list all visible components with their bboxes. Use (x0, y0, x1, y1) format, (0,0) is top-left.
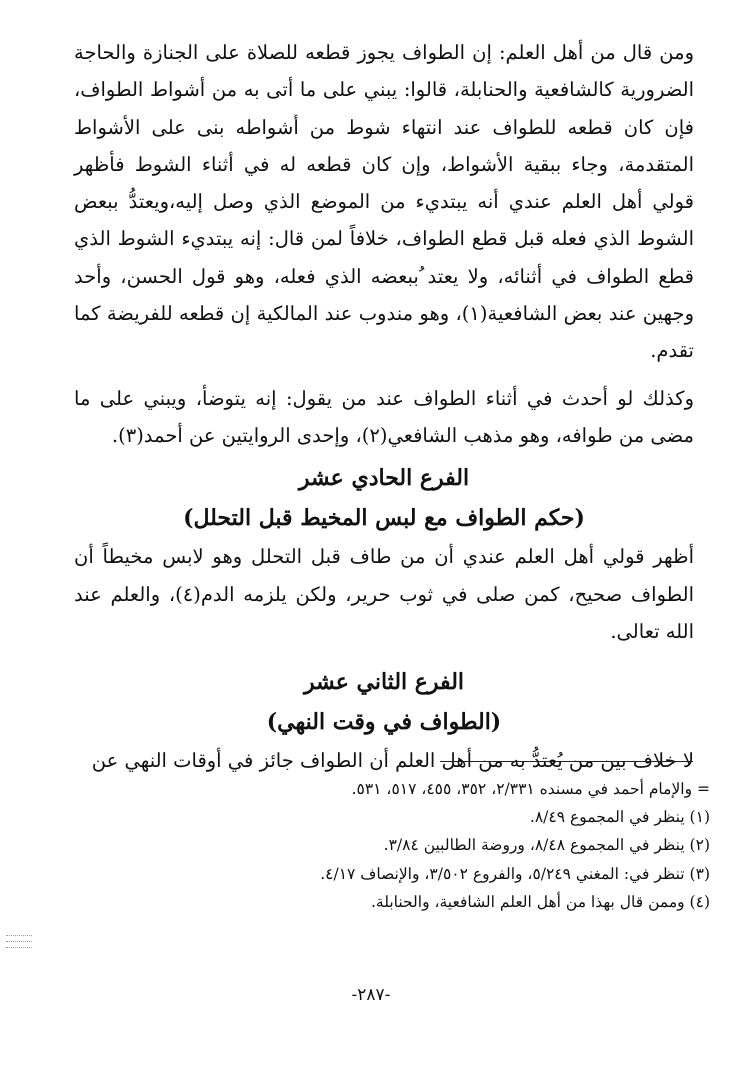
footnotes (210, 775, 710, 916)
footnote-continuation: = والإمام أحمد في مسنده ٢/٣٣١، ٣٥٢، ٤٥٥، ٥١٧، ٥٣١. (351, 780, 710, 798)
paragraph-sewn-clothing-ruling: أظهر قولي أهل العلم عندي أن من طاف قبل التحلل وهو لابس مخيطاً أن الطواف صحيح، كمن صلى في ثوب حرير، ولكن يلزمه الدم(٤)، والعلم عند الله تعالى. (74, 545, 694, 643)
section-heading-twelfth: الفرع الثاني عشر (303, 669, 465, 696)
page-number: -٢٨٧- (351, 985, 391, 1005)
paragraph-interrupting-tawaf: ومن قال من أهل العلم: إن الطواف يجوز قطعه للصلاة على الجنازة والحاجة الضرورية كالشافعية والحنابلة، قالوا: يبني على ما أتى به من أشواط الطواف، فإن كان قطعه للطواف عند انتهاء شوط من أشواطه بنى على الأشواط المتقدمة، وجاء ببقية الأشواط، وإن كان قطعه له في أثناء الشوط فأظهر قولي أهل العلم عندي أنه يبتديء من الموضع الذي وصل إليه،ويعتدُّ ببعض الشوط الذي فعله قبل قطع الطواف، خلافاً لمن قال: إنه يبتديء الشوط الذي قطع الطواف في أثنائه، ولا يعتد ُببعضه الذي فعله، وهو قول الحسن، وأحد وجهين عند بعض الشافعية(١)، وهو مندوب عند المالكية إن قطعه للفريضة كما تقدم. (74, 41, 694, 363)
section-subheading-prohibited-times: (الطواف في وقت النهي) (266, 709, 502, 736)
footnote-1: (١) ينظر في المجموع ٨/٤٩. (529, 808, 710, 827)
scan-edge-mark (6, 935, 32, 959)
main-text (74, 34, 694, 779)
paragraph-ritual-impurity: وكذلك لو أحدث في أثناء الطواف عند من يقول: إنه يتوضأ، ويبني على ما مضى من طوافه، وهو مذهب الشافعي(٢)، وإحدى الروايتين عن أحمد(٣). (74, 386, 694, 447)
footnote-3: (٣) تنظر في: المغني ٥/٢٤٩، والفروع ٣/٥٠٢، والإنصاف ٤/١٧. (320, 864, 710, 883)
footnote-separator (440, 761, 693, 762)
paragraph-prohibited-times: لا خلاف بين من يُعتدُّ به من أهل العلم أن الطواف جائز في أوقات النهي عن (91, 749, 694, 773)
footnote-2: (٢) ينظر في المجموع ٨/٤٨، وروضة الطالبين ٣/٨٤. (383, 836, 710, 855)
footnote-4: (٤) وممن قال بهذا من أهل العلم الشافعية، والحنابلة. (370, 892, 710, 911)
section-heading-eleventh: الفرع الحادي عشر (298, 465, 470, 492)
section-subheading-sewn-clothing: (حكم الطواف مع لبس المخيط قبل التحلل) (183, 505, 585, 532)
